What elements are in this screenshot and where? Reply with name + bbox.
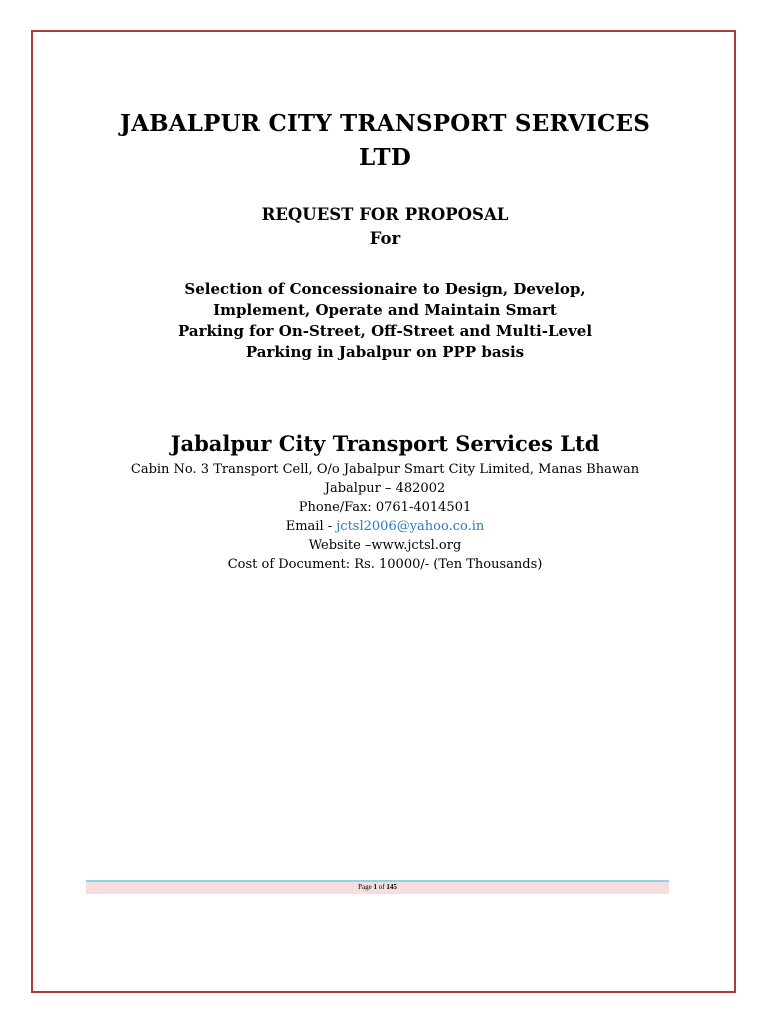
document-cost: Cost of Document: Rs. 10000/- (Ten Thousands) xyxy=(227,557,543,572)
document-title-line-2: LTD xyxy=(359,144,411,171)
project-description-line: Selection of Concessionaire to Design, Develop, xyxy=(184,280,586,298)
page-number: 1 xyxy=(373,883,377,891)
website: Website –www.jctsl.org xyxy=(308,538,462,553)
organization-name: Jabalpur City Transport Services Ltd xyxy=(170,431,600,456)
rfp-heading-line-2: For xyxy=(369,229,401,248)
project-description-line: Parking in Jabalpur on PPP basis xyxy=(245,343,525,361)
page-footer xyxy=(86,880,669,894)
project-description-line: Parking for On-Street, Off-Street and Multi-Level xyxy=(177,322,593,340)
document-title-line-1: JABALPUR CITY TRANSPORT SERVICES xyxy=(119,110,651,137)
document-title xyxy=(60,107,710,175)
project-description-line: Implement, Operate and Maintain Smart xyxy=(213,301,557,319)
project-description xyxy=(60,279,710,363)
rfp-heading xyxy=(60,203,710,251)
address-line-1: Cabin No. 3 Transport Cell, O/o Jabalpur Smart City Limited, Manas Bhawan xyxy=(130,462,640,477)
rfp-heading-line-1: REQUEST FOR PROPOSAL xyxy=(261,205,509,224)
page-counter xyxy=(86,882,669,892)
page-word: Page xyxy=(358,883,372,891)
contact-block xyxy=(60,460,710,574)
email-link[interactable]: jctsl2006@yahoo.co.in xyxy=(336,519,485,534)
phone-fax: Phone/Fax: 0761-4014501 xyxy=(298,500,472,515)
email-label: Email - xyxy=(285,519,337,534)
total-pages: 145 xyxy=(386,883,397,891)
address-line-2: Jabalpur – 482002 xyxy=(324,481,446,496)
email-row xyxy=(60,517,710,536)
of-word: of xyxy=(378,883,385,891)
